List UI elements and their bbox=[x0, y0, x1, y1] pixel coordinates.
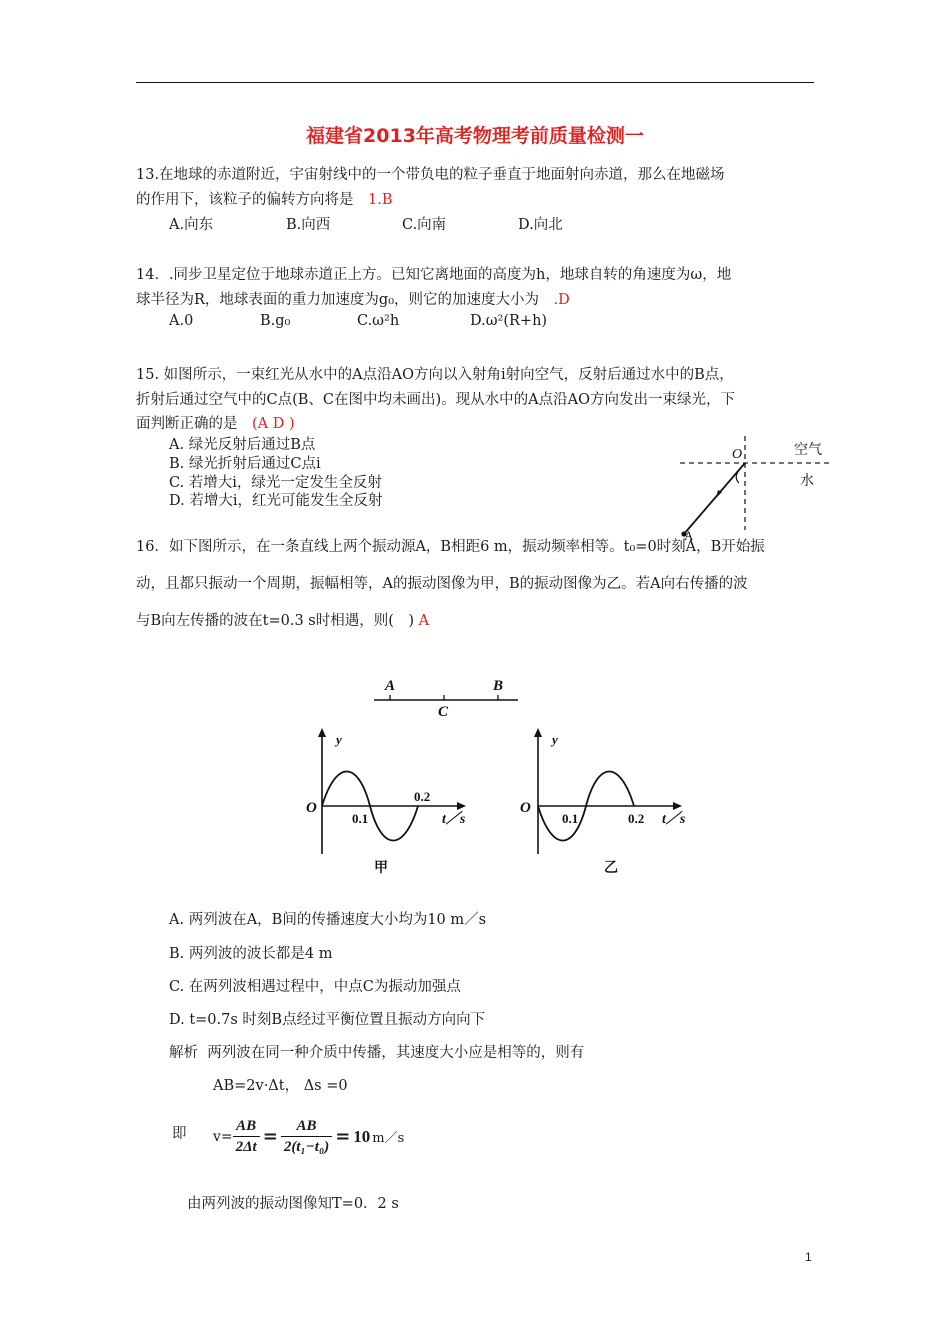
q13-answer: 1.B bbox=[368, 192, 393, 208]
q13-line1: 13.在地球的赤道附近，宇宙射线中的一个带负电的粒子垂直于地面射向赤道，那么在地磁场 bbox=[136, 167, 725, 183]
q13-option-a: A.向东 bbox=[169, 217, 214, 233]
graph-jia bbox=[296, 724, 496, 880]
q15-line2: 折射后通过空气中的C点(B、C在图中均未画出)。现从水中的A点沿AO方向发出一束绿光，下 bbox=[136, 392, 735, 408]
refraction-diagram bbox=[660, 428, 840, 543]
q16-option-b: B. 两列波的波长都是4 m bbox=[169, 946, 333, 962]
equals-sign: = bbox=[262, 1126, 278, 1147]
q13-line2 bbox=[136, 188, 393, 209]
q14-option-d: D.ω²(R+h) bbox=[470, 313, 548, 329]
analysis-label: 解析 bbox=[169, 1045, 198, 1061]
y-axis-label: y bbox=[552, 732, 558, 747]
y-axis-arrow bbox=[534, 728, 542, 737]
q16-option-a: A. 两列波在A，B间的传播速度大小均为10 m／s bbox=[169, 912, 487, 928]
q14-line2 bbox=[136, 288, 570, 309]
q15-line1: 15. 如图所示，一束红光从水中的A点沿AO方向以入射角i射向空气，反射后通过水中的B点， bbox=[136, 367, 734, 383]
velocity-result: 10 bbox=[353, 1126, 371, 1146]
analysis-line bbox=[169, 1041, 584, 1062]
q16-option-c: C. 在两列波相遇过程中，中点C为振动加强点 bbox=[169, 979, 461, 995]
q15-line3-text: 面判断正确的是 bbox=[136, 416, 238, 432]
graph-name: 乙 bbox=[604, 861, 618, 876]
fraction-2-denominator: 2(t₁−t₀) bbox=[283, 1139, 330, 1155]
velocity-equation bbox=[213, 1116, 404, 1157]
q15-option-a: A. 绿光反射后通过B点 bbox=[169, 437, 316, 453]
page-title: 福建省2013年高考物理考前质量检测一 bbox=[306, 125, 644, 147]
fraction-1-denominator: 2Δt bbox=[235, 1139, 257, 1155]
origin-label: O bbox=[520, 800, 531, 816]
header-rule bbox=[136, 82, 814, 83]
q16-option-d: D. t=0.7s 时刻B点经过平衡位置且振动方向向下 bbox=[169, 1012, 486, 1028]
tick-label-02: 0.2 bbox=[414, 789, 431, 804]
x-axis-label: t／s bbox=[442, 812, 466, 827]
q14-answer: .D bbox=[553, 292, 570, 308]
q13-option-d: D.向北 bbox=[518, 217, 563, 233]
q13-option-b: B.向西 bbox=[286, 217, 331, 233]
q15-answer: (A D ) bbox=[252, 416, 295, 432]
x-axis-arrow bbox=[673, 802, 682, 810]
q14-line1: 14．.同步卫星定位于地球赤道正上方。已知它离地面的高度为h，地球自转的角速度为ω，地 bbox=[136, 267, 732, 283]
fraction-2 bbox=[281, 1116, 332, 1157]
label-o: O bbox=[732, 447, 743, 462]
incident-ray bbox=[684, 463, 745, 534]
velocity-unit: m／s bbox=[372, 1131, 405, 1146]
q13-line2-text: 的作用下，该粒子的偏转方向将是 bbox=[136, 192, 354, 208]
q16-line3 bbox=[136, 609, 429, 630]
analysis-eq1: AB=2v·Δt， Δs =0 bbox=[213, 1078, 348, 1094]
x-axis-label: t／s bbox=[662, 812, 686, 827]
label-source-a: A bbox=[385, 678, 396, 694]
q14-option-b: B.g₀ bbox=[260, 313, 291, 329]
q16-answer: A bbox=[418, 613, 430, 629]
q15-option-b: B. 绿光折射后通过C点i bbox=[169, 456, 321, 472]
equals-sign-2: = bbox=[335, 1126, 351, 1147]
q16-line1: 16．如下图所示，在一条直线上两个振动源A，B相距6 m，振动频率相等。t₀=0时刻A，B开始振 bbox=[136, 539, 765, 555]
q15-option-c: C. 若增大i，绿光一定发生全反射 bbox=[169, 475, 382, 491]
v-prefix: v= bbox=[213, 1128, 233, 1145]
x-axis-arrow bbox=[457, 802, 466, 810]
tick-label-01: 0.1 bbox=[352, 811, 369, 826]
fraction-2-numerator: AB bbox=[281, 1116, 332, 1137]
label-midpoint-c: C bbox=[438, 704, 449, 720]
analysis-ji: 即 bbox=[172, 1126, 187, 1142]
fraction-1-numerator: AB bbox=[233, 1116, 260, 1137]
label-a: A bbox=[684, 528, 694, 543]
q15-option-d: D. 若增大i，红光可能发生全反射 bbox=[169, 493, 383, 509]
label-air: 空气 bbox=[794, 443, 822, 458]
label-water: 水 bbox=[800, 474, 814, 489]
origin-label: O bbox=[306, 800, 317, 816]
q14-line2-text: 球半径为R，地球表面的重力加速度为g₀，则它的加速度大小为 bbox=[136, 292, 540, 308]
graph-yi bbox=[512, 724, 712, 880]
q15-line3 bbox=[136, 412, 295, 433]
q14-option-a: A.0 bbox=[169, 313, 194, 329]
analysis-period: 由两列波的振动图像知T=0．2 s bbox=[187, 1196, 399, 1212]
y-axis-label: y bbox=[336, 732, 342, 747]
angle-arc bbox=[736, 472, 739, 483]
graph-name: 甲 bbox=[374, 861, 388, 876]
analysis-text: 两列波在同一种介质中传播，其速度大小应是相等的，则有 bbox=[207, 1045, 585, 1061]
fraction-1 bbox=[233, 1116, 260, 1157]
source-line-diagram bbox=[360, 672, 530, 722]
label-source-b: B bbox=[493, 678, 504, 694]
q16-line3-text: 与B向左传播的波在t=0.3 s时相遇，则( ) bbox=[136, 613, 415, 629]
q16-line2: 动，且都只振动一个周期，振幅相等，A的振动图像为甲，B的振动图像为乙。若A向右传播的波 bbox=[136, 576, 748, 592]
page-number: 1 bbox=[805, 1250, 812, 1264]
tick-label-02: 0.2 bbox=[628, 811, 645, 826]
tick-label-01: 0.1 bbox=[562, 811, 579, 826]
y-axis-arrow bbox=[318, 728, 326, 737]
q13-option-c: C.向南 bbox=[402, 217, 447, 233]
q14-option-c: C.ω²h bbox=[357, 313, 400, 329]
